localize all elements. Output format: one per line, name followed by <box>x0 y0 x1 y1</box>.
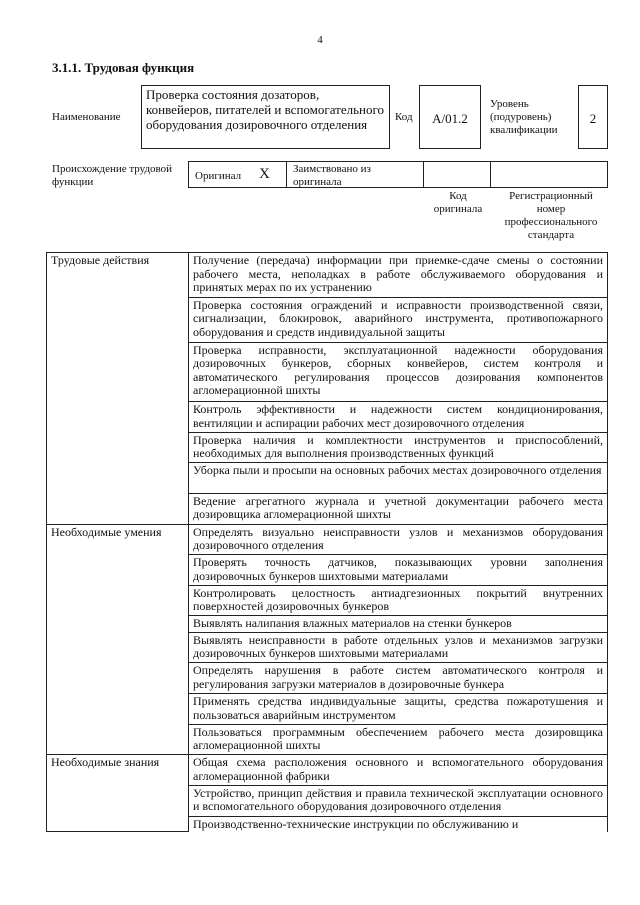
list-item: Получение (передача) информации при приемке-сдаче смены о состоянии рабочего места, неполадках в работе обслуживаемого оборудования и принятых мерах по их устранению <box>189 253 608 298</box>
list-item: Выявлять неисправности в работе отдельных узлов и механизмов загрузки дозировочных бункеров шихтовыми материалами <box>189 632 608 663</box>
original-code-cell <box>423 161 491 188</box>
code-value: А/01.2 <box>432 111 468 126</box>
section-heading: Трудовые действия <box>47 253 189 525</box>
level-value: 2 <box>589 111 597 126</box>
list-item: Ведение агрегатного журнала и учетной документации рабочего места дозировщика агломерационной шихты <box>189 493 608 524</box>
list-item: Применять средства индивидуальные защиты, средства пожаротушения и пользоваться аварийным инструментом <box>189 694 608 725</box>
function-name: Проверка состояния дозаторов, конвейеров, питателей и вспомогательного оборудования дозировочного отделения <box>146 87 384 132</box>
name-label: Наименование <box>52 111 121 123</box>
page-number: 4 <box>317 34 323 46</box>
list-item: Общая схема расположения основного и вспомогательного оборудования агломерационной фабрики <box>189 755 608 786</box>
origin-label: Происхождение трудовой функции <box>52 163 173 188</box>
section-heading: Необходимые знания <box>47 755 189 832</box>
code-box <box>419 85 481 149</box>
original-cell <box>188 161 287 188</box>
code-caption: Код оригинала <box>433 190 483 215</box>
function-name-box <box>141 85 390 149</box>
table-row <box>47 755 608 786</box>
list-item: Проверка состояния ограждений и исправности производственной связи, сигнализации, блокировок, аварийного инструмента, противопожарного оборудования и средств индивидуальной защиты <box>189 297 608 342</box>
list-item: Проверка исправности, эксплуатационной надежности оборудования дозировочных бункеров, сборных конвейеров, систем контроля и автоматического регулирования процессов дозирования компонентов агломерационной шихты <box>189 342 608 401</box>
level-label: Уровень (подуровень) квалификации <box>490 98 558 136</box>
code-label: Код <box>395 111 413 123</box>
list-item: Определять нарушения в работе систем автоматического контроля и регулирования загрузки материалов в дозировочные бункера <box>189 663 608 694</box>
list-item: Проверка наличия и комплектности инструментов и приспособлений, необходимых для выполнения производственных функций <box>189 432 608 463</box>
list-item: Пользоваться программным обеспечением рабочего места дозировщика агломерационной шихты <box>189 724 608 755</box>
list-item: Контроль эффективности и надежности систем кондиционирования, вентиляции и аспирации рабочих мест дозировочного отделения <box>189 402 608 433</box>
table-row <box>47 253 608 298</box>
registration-caption: Регистрационный номер профессионального стандарта <box>504 190 598 241</box>
list-item: Проверять точность датчиков, показывающих уровни заполнения дозировочных бункеров шихтовыми материалами <box>189 555 608 586</box>
level-box <box>578 85 608 149</box>
borrowed-label: Заимствовано из оригинала <box>293 163 371 188</box>
registration-cell <box>490 161 608 188</box>
list-item: Производственно-технические инструкции по обслуживанию и <box>189 816 608 831</box>
section-title: 3.1.1. Трудовая функция <box>52 60 195 75</box>
list-item: Выявлять налипания влажных материалов на стенки бункеров <box>189 616 608 632</box>
list-item: Устройство, принцип действия и правила технической эксплуатации основного и вспомогательного оборудования дозировочного отделения <box>189 785 608 816</box>
table-row <box>47 524 608 555</box>
original-mark: Х <box>259 166 270 182</box>
borrowed-cell <box>286 161 424 188</box>
list-item: Уборка пыли и просыпи на основных рабочих местах дозировочного отделения <box>189 463 608 494</box>
function-details-table <box>46 252 608 832</box>
list-item: Контролировать целостность антиадгезионных покрытий внутренних поверхностей дозировочных бункеров <box>189 585 608 616</box>
original-label: Оригинал <box>195 170 242 182</box>
list-item: Определять визуально неисправности узлов и механизмов оборудования дозировочного отделения <box>189 524 608 555</box>
section-heading: Необходимые умения <box>47 524 189 755</box>
